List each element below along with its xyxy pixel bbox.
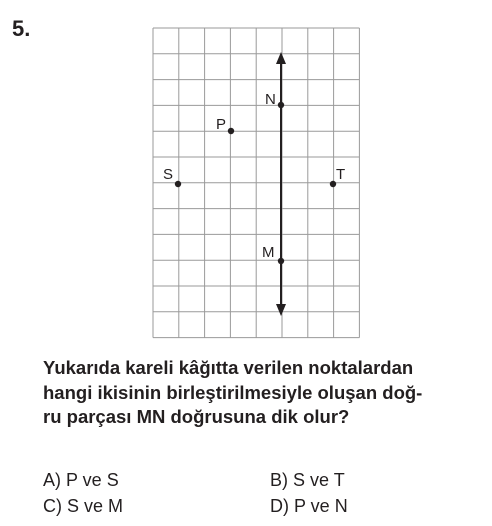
question-line: ru parçası MN doğrusuna dik olur?: [43, 406, 350, 427]
arrow-down-icon: [276, 304, 286, 316]
grid-lines: [153, 28, 359, 338]
label-p: P: [216, 116, 227, 133]
point-p: [228, 128, 234, 134]
question-line: Yukarıda kareli kâğıtta verilen noktalardan: [43, 357, 414, 378]
label-n: N: [265, 91, 276, 108]
question-text: [43, 356, 483, 430]
mn-line: [276, 52, 286, 316]
question-number: 5.: [12, 16, 31, 41]
point-s: [175, 181, 181, 187]
option-b[interactable]: B) S ve T: [270, 470, 345, 490]
label-m: M: [262, 244, 275, 261]
point-n: [278, 102, 284, 108]
option-d[interactable]: D) P ve N: [270, 496, 348, 516]
label-s: S: [163, 166, 174, 183]
question-line: hangi ikisinin birleştirilmesiyle oluşan doğ-: [43, 381, 423, 403]
option-c[interactable]: C) S ve M: [43, 496, 124, 516]
option-a[interactable]: A) P ve S: [43, 470, 119, 490]
label-t: T: [336, 166, 346, 183]
point-m: [278, 258, 284, 264]
